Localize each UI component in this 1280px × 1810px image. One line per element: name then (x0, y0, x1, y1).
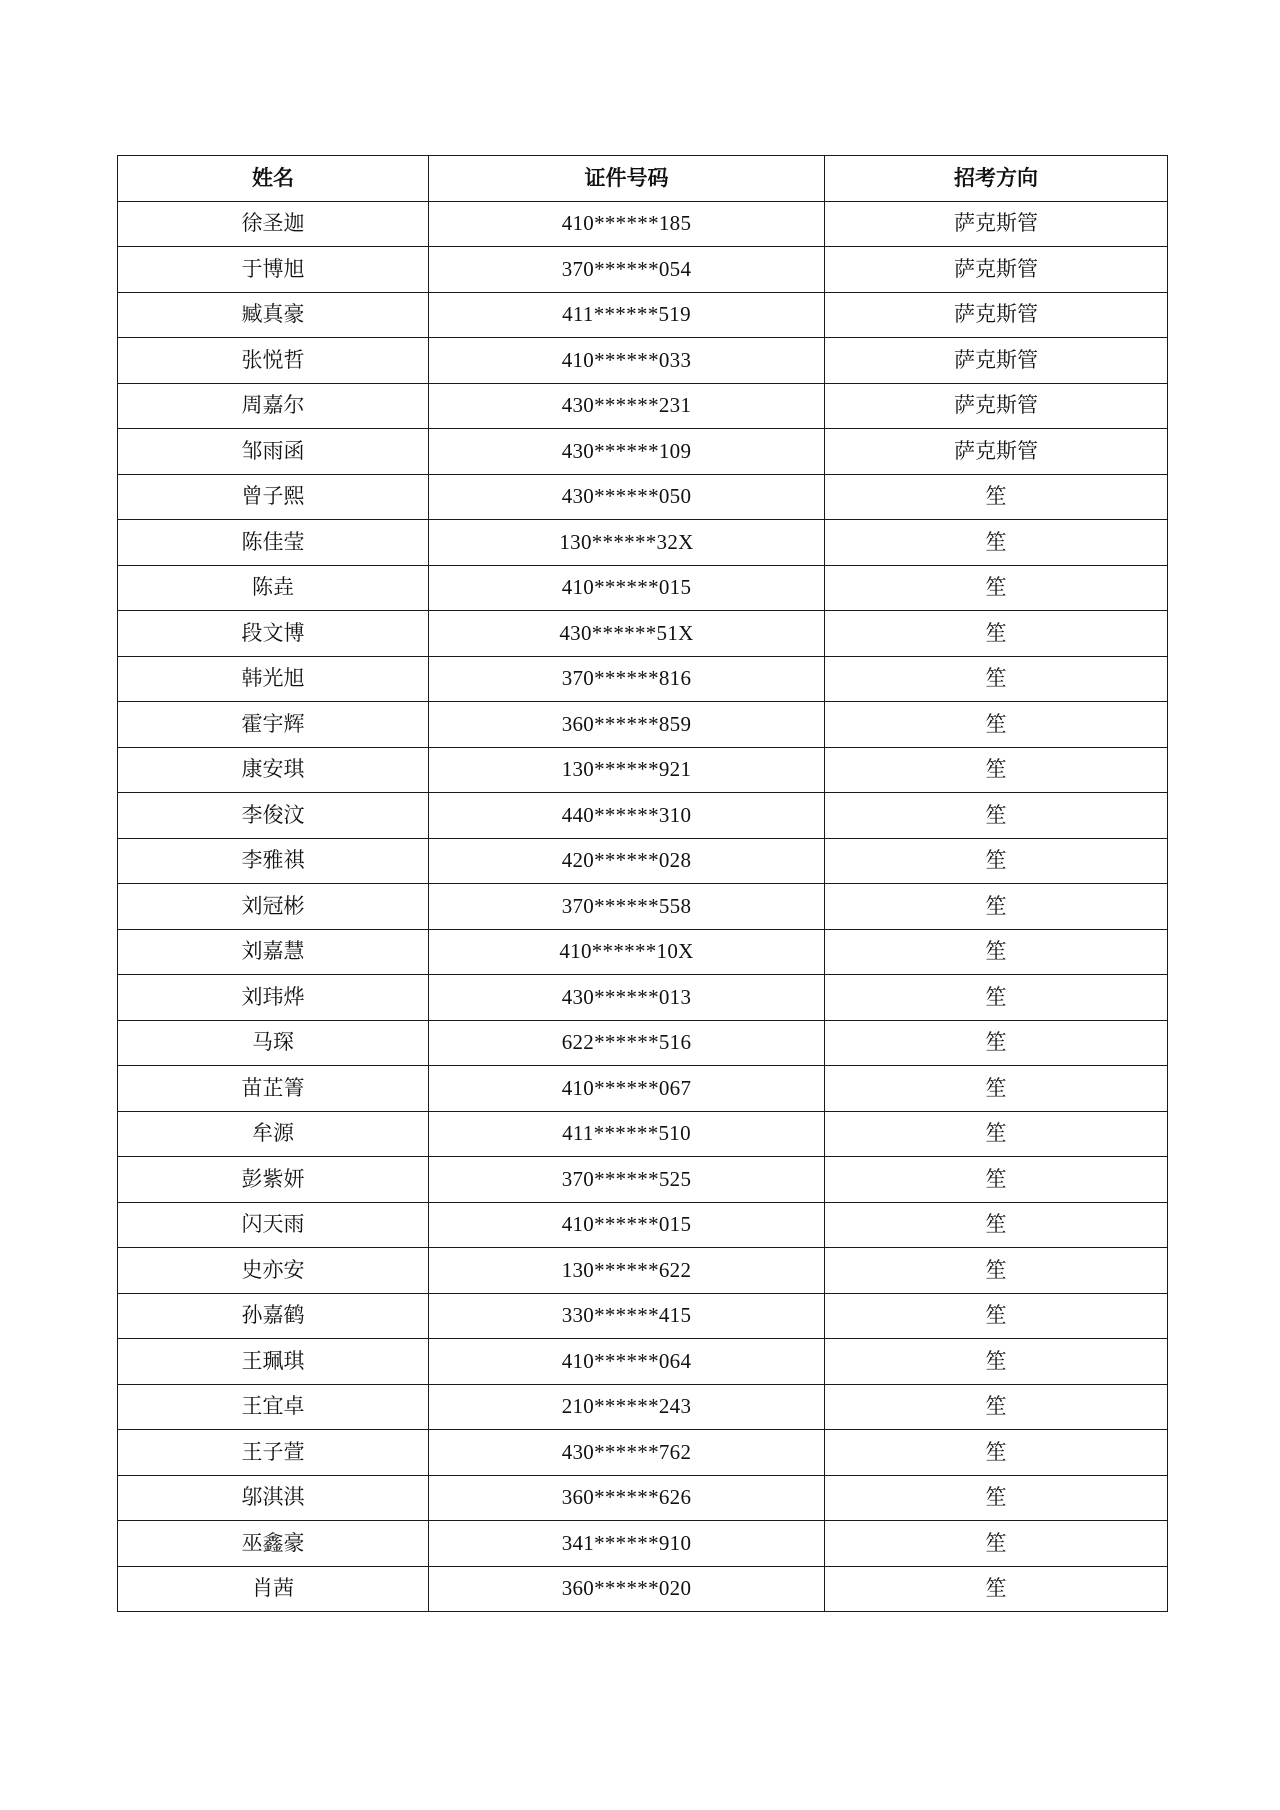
cell-id-number: 622******516 (429, 1020, 825, 1066)
cell-direction: 笙 (825, 1384, 1168, 1430)
cell-name: 康安琪 (118, 747, 429, 793)
column-header-direction: 招考方向 (825, 156, 1168, 202)
cell-id-number: 410******033 (429, 338, 825, 384)
cell-name: 史亦安 (118, 1248, 429, 1294)
table-row (118, 929, 1168, 975)
cell-name: 周嘉尔 (118, 383, 429, 429)
cell-direction: 笙 (825, 1566, 1168, 1612)
cell-direction: 萨克斯管 (825, 338, 1168, 384)
cell-id-number: 341******910 (429, 1521, 825, 1567)
cell-id-number: 430******109 (429, 429, 825, 475)
cell-direction: 萨克斯管 (825, 429, 1168, 475)
cell-name: 韩光旭 (118, 656, 429, 702)
table-row (118, 611, 1168, 657)
table-row (118, 838, 1168, 884)
cell-direction: 笙 (825, 1111, 1168, 1157)
cell-direction: 萨克斯管 (825, 383, 1168, 429)
cell-name: 刘嘉慧 (118, 929, 429, 975)
cell-name: 张悦哲 (118, 338, 429, 384)
cell-direction: 笙 (825, 929, 1168, 975)
cell-direction: 笙 (825, 1475, 1168, 1521)
cell-id-number: 411******510 (429, 1111, 825, 1157)
cell-direction: 笙 (825, 520, 1168, 566)
cell-name: 刘玮烨 (118, 975, 429, 1021)
cell-direction: 笙 (825, 1157, 1168, 1203)
table-row (118, 1384, 1168, 1430)
table-row (118, 247, 1168, 293)
table-row (118, 1020, 1168, 1066)
table-row (118, 520, 1168, 566)
table-row (118, 656, 1168, 702)
table-row (118, 1339, 1168, 1385)
table-row (118, 383, 1168, 429)
cell-id-number: 370******054 (429, 247, 825, 293)
column-header-name: 姓名 (118, 156, 429, 202)
table-row (118, 338, 1168, 384)
candidate-table (117, 155, 1168, 1612)
cell-direction: 笙 (825, 611, 1168, 657)
cell-direction: 笙 (825, 1020, 1168, 1066)
cell-id-number: 420******028 (429, 838, 825, 884)
cell-id-number: 430******050 (429, 474, 825, 520)
cell-name: 邬淇淇 (118, 1475, 429, 1521)
cell-direction: 笙 (825, 1430, 1168, 1476)
cell-direction: 萨克斯管 (825, 201, 1168, 247)
cell-name: 王珮琪 (118, 1339, 429, 1385)
cell-id-number: 411******519 (429, 292, 825, 338)
cell-name: 闪天雨 (118, 1202, 429, 1248)
cell-name: 陈垚 (118, 565, 429, 611)
table-row (118, 884, 1168, 930)
table-row (118, 1111, 1168, 1157)
cell-direction: 笙 (825, 1248, 1168, 1294)
cell-name: 段文博 (118, 611, 429, 657)
table-row (118, 201, 1168, 247)
cell-direction: 笙 (825, 702, 1168, 748)
cell-id-number: 410******064 (429, 1339, 825, 1385)
cell-id-number: 430******231 (429, 383, 825, 429)
table-row (118, 702, 1168, 748)
cell-name: 王子萱 (118, 1430, 429, 1476)
cell-direction: 笙 (825, 1521, 1168, 1567)
cell-name: 李雅祺 (118, 838, 429, 884)
table-body (118, 201, 1168, 1612)
cell-direction: 笙 (825, 838, 1168, 884)
cell-name: 于博旭 (118, 247, 429, 293)
cell-direction: 笙 (825, 656, 1168, 702)
cell-name: 霍宇辉 (118, 702, 429, 748)
cell-id-number: 430******013 (429, 975, 825, 1021)
cell-direction: 笙 (825, 474, 1168, 520)
cell-id-number: 360******626 (429, 1475, 825, 1521)
cell-id-number: 430******51X (429, 611, 825, 657)
table-row (118, 292, 1168, 338)
roster-sheet (117, 155, 1167, 1612)
cell-direction: 笙 (825, 884, 1168, 930)
cell-id-number: 410******185 (429, 201, 825, 247)
table-row (118, 1066, 1168, 1112)
table-row (118, 1248, 1168, 1294)
table-row (118, 1157, 1168, 1203)
table-row (118, 1202, 1168, 1248)
cell-direction: 笙 (825, 1339, 1168, 1385)
table-row (118, 1566, 1168, 1612)
cell-name: 李俊汶 (118, 793, 429, 839)
cell-id-number: 210******243 (429, 1384, 825, 1430)
cell-id-number: 130******921 (429, 747, 825, 793)
table-header-row (118, 156, 1168, 202)
cell-id-number: 440******310 (429, 793, 825, 839)
cell-direction: 笙 (825, 1202, 1168, 1248)
cell-id-number: 410******067 (429, 1066, 825, 1112)
cell-name: 刘冠彬 (118, 884, 429, 930)
table-row (118, 565, 1168, 611)
cell-direction: 萨克斯管 (825, 292, 1168, 338)
table-row (118, 474, 1168, 520)
cell-direction: 笙 (825, 747, 1168, 793)
cell-name: 徐圣迦 (118, 201, 429, 247)
cell-id-number: 130******622 (429, 1248, 825, 1294)
cell-name: 陈佳莹 (118, 520, 429, 566)
table-row (118, 1430, 1168, 1476)
cell-name: 曾子熙 (118, 474, 429, 520)
cell-direction: 萨克斯管 (825, 247, 1168, 293)
cell-direction: 笙 (825, 565, 1168, 611)
cell-id-number: 430******762 (429, 1430, 825, 1476)
cell-name: 牟源 (118, 1111, 429, 1157)
table-row (118, 1293, 1168, 1339)
cell-name: 孙嘉鹤 (118, 1293, 429, 1339)
cell-id-number: 130******32X (429, 520, 825, 566)
cell-name: 肖茜 (118, 1566, 429, 1612)
cell-id-number: 370******558 (429, 884, 825, 930)
table-row (118, 975, 1168, 1021)
cell-name: 巫鑫豪 (118, 1521, 429, 1567)
cell-id-number: 360******859 (429, 702, 825, 748)
cell-id-number: 370******525 (429, 1157, 825, 1203)
table-row (118, 747, 1168, 793)
cell-direction: 笙 (825, 1066, 1168, 1112)
column-header-id: 证件号码 (429, 156, 825, 202)
cell-name: 邹雨函 (118, 429, 429, 475)
cell-id-number: 360******020 (429, 1566, 825, 1612)
table-row (118, 1521, 1168, 1567)
cell-id-number: 410******015 (429, 565, 825, 611)
cell-name: 马琛 (118, 1020, 429, 1066)
cell-name: 王宜卓 (118, 1384, 429, 1430)
cell-direction: 笙 (825, 793, 1168, 839)
table-row (118, 793, 1168, 839)
table-row (118, 429, 1168, 475)
cell-id-number: 410******10X (429, 929, 825, 975)
table-row (118, 1475, 1168, 1521)
cell-name: 彭紫妍 (118, 1157, 429, 1203)
cell-direction: 笙 (825, 975, 1168, 1021)
cell-direction: 笙 (825, 1293, 1168, 1339)
cell-name: 臧真豪 (118, 292, 429, 338)
cell-id-number: 410******015 (429, 1202, 825, 1248)
cell-id-number: 370******816 (429, 656, 825, 702)
cell-name: 苗芷箐 (118, 1066, 429, 1112)
cell-id-number: 330******415 (429, 1293, 825, 1339)
